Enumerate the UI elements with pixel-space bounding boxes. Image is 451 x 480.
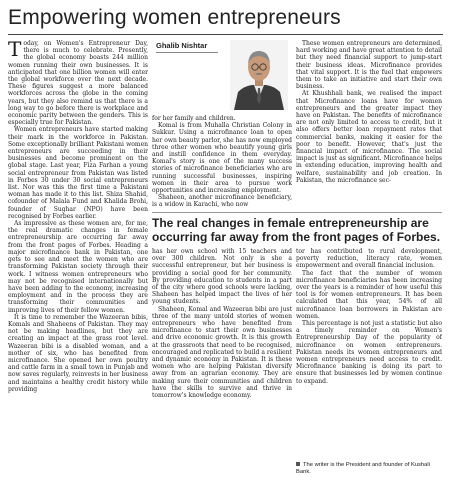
column-2-top xyxy=(152,115,292,210)
byline-rule xyxy=(156,52,218,53)
column-1 xyxy=(8,40,148,480)
paragraph-3: As impressive as these women are, for me, the real dramatic changes in female entrepreneurship are occurring far away from the front pages of Forbes. Heading a major microfinance bank in Pakistan, one gets to see and meet the women who are transforming Pakistan society through their work. I witness women entrepreneurs who may not be recognised internationally but have been adding to the economy, increasing employment and in the process they are transforming their communities and improving lives of their fellow women. xyxy=(8,220,148,314)
paragraph-1: Today, on Women's Entrepreneur Day, there is much to celebrate. Presently, the global economy boasts 244 million women running their own businesses. It is anticipated that one billion women will enter the global workforce over the next decade. These figures suggest a more balanced workforces across the globe in the coming years, but they also remind us that there is a long way to go before there is workplace and economic parity between the genders. This is especially true for Pakistan. xyxy=(8,40,148,127)
footnote-text: The writer is the President and founder of Kushali Bank. xyxy=(296,462,430,475)
paragraph-8: These women entrepreneurs are determined, hard working and have great attention to detail but they need financial support to jump-start their business ideas. Microfinance provides that vital support. It is the fuel that empowers them to take an initiative and start their own business. xyxy=(296,40,442,91)
article-title: Empowering women entrepreneurs xyxy=(8,6,341,29)
paragraph-10: has her own school with 15 teachers and over 300 children. Not only is she a successful entrepreneur, but her business is providing a social good for her community. By providing education to students in a part of the city where good schools were lacking, Shaheen has helped impact the lives of her young students. xyxy=(152,248,292,306)
author-portrait xyxy=(230,40,288,110)
column-2-bottom xyxy=(152,248,292,480)
author-footnote xyxy=(296,462,442,476)
column-3-top xyxy=(296,40,442,220)
paragraph-14: This percentage is not just a statistic but also a timely reminder on Women's Entrepreneurship Day of the popularity of microfinance on women entrepreneurs. Pakistan needs its women entrepreneurs and women entrepreneurs need access to credit. Microfinance banking is doing its part to ensure that businesses led by women continue to expand. xyxy=(296,320,442,385)
paragraph-6: Komal is from Muhalla Christian Colony in Sukkur. Using a microfinance loan to open her own beauty parlor, she has now employed three other women who beautify young girls and instill confidence in them everyday. Komal's story is one of the many success stories of microfinance beneficiaries who are running successful businesses, inspiring women in their area to pursue work opportunities and increasing employment. xyxy=(152,122,292,195)
paragraph-13: The fact that the number of women microfinance beneficiaries has been increasing over the years is a reminder of how useful this tool is for women entrepreneurs. It has been calculated that this year, 54% of all microfinance loan borrowers in Pakistan are women. xyxy=(296,269,442,320)
paragraph-2: Women entrepreneurs have started making their mark in the workforce in Pakistan. Some exceptionally brilliant Pakistani women entrepreneurs are succeeding in their businesses and become prominent on the global stage. Last year, Fiza Farhan a young social entrepreneur from Pakistan was listed in Forbes 30 under 30 social entrepreneurs list. Nor was this the first time a Pakistani woman has made it to this list. Shiza Shahid, cofounder of Malala Fund and Khalida Brohi, founder of Sughar (NPO) have been recognised by Forbes earlier. xyxy=(8,126,148,220)
drop-cap: T xyxy=(8,40,22,61)
paragraph-7: Shaheen, another microfinance beneficiary, is a widow in Karachi, who now xyxy=(152,194,292,209)
title-rule xyxy=(8,34,443,35)
paragraph-9: At Khushhali bank, we realised the impact that Microfinance loans have for women entrepreneurs and the greater impact they have on Pakistan. The benefits of microfinance are not only limited to access to credit, but it also offers better loan repayment rates that commercial banks, making it easier for the poor to benefit. However, that's just the financial impact of microfinance. The social impact is just as significant. Microfinance helps in extending education, improving health and welfare, sustainability and job creation. In Pakistan, the microfinance sec- xyxy=(296,90,442,184)
author-name: Ghalib Nishtar xyxy=(156,41,208,50)
paragraph-11: Shaheen, Komal and Wazeeran bibi are just three of the many untold stories of women entrepreneurs who have benefited from microfinance to start their own businesses and drive economic growth. It is this growth at the grassroots that need to be recognised, encouraged and replicated to build a resilient and dynamic economy in Pakistan. It is these women who are helping Pakistan diversify away from an agrarian economy. They are making sure their communities and children have the skills to survive and thrive in tomorrow's knowledge economy. xyxy=(152,305,292,400)
pull-quote: The real changes in female entrepreneurship are occurring far away from the front pages of Forbes. xyxy=(152,212,442,244)
column-3-bottom xyxy=(296,248,442,462)
square-bullet-icon xyxy=(296,462,300,466)
paragraph-5: for her family and children. xyxy=(152,115,236,122)
paragraph-12: tor has contributed to rural development, poverty reduction, literacy rate, women empowerment and overall financial inclusion. xyxy=(296,248,442,270)
paragraph-4: It is time to remember the Wazeeran bibis, Komals and Shaheens of Pakistan. They may not be making headlines, but they are creating an impact at the grass root level. Wazeeran bibi is a disabled woman, and a mother of six, who has benefited from microfinance. She opened her own poultry and cattle farm in a small town in Punjab and now saves regularly, reinvests in her business and maintains a healthy credit history while providing xyxy=(8,313,148,393)
author-byline xyxy=(152,40,292,112)
